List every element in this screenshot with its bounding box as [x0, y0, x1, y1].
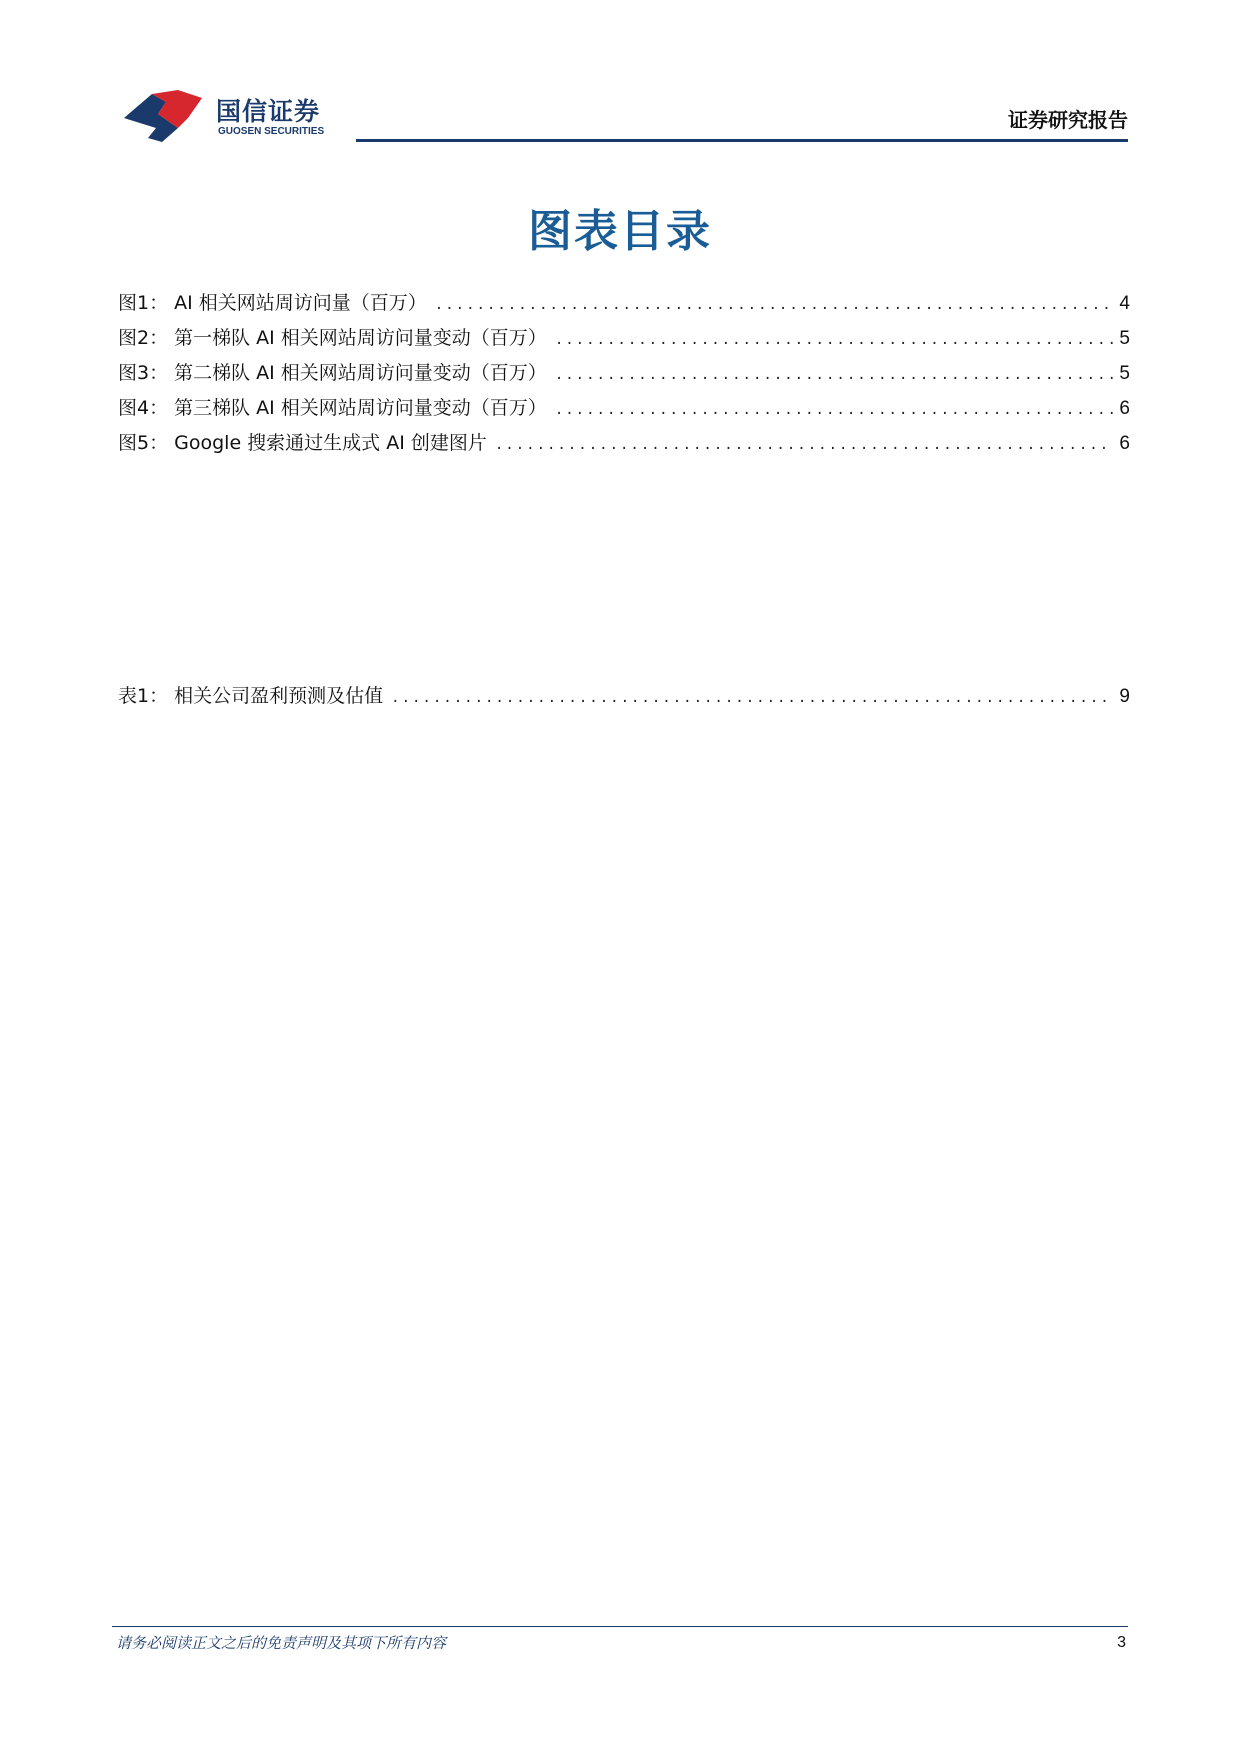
brand-name-cn: 国信证券 — [216, 97, 321, 126]
report-type-label: 证券研究报告 — [1008, 108, 1128, 132]
toc-title: 图表目录 — [528, 206, 712, 257]
toc-entry-figure-1[interactable] — [118, 288, 1130, 318]
toc-dot-leader — [555, 402, 1114, 418]
toc-entry-figure-3[interactable] — [118, 358, 1130, 388]
toc-dot-leader — [555, 367, 1114, 383]
toc-entry-table-1[interactable] — [118, 681, 1130, 711]
toc-entry-label: 图1： AI 相关网站周访问量（百万） — [118, 292, 427, 314]
footer-page-number: 3 — [1117, 1634, 1126, 1651]
toc-dot-leader — [391, 690, 1113, 706]
footer-disclaimer: 请务必阅读正文之后的免责声明及其项下所有内容 — [116, 1634, 447, 1652]
toc-entry-label: 图4： 第三梯队 AI 相关网站周访问量变动（百万） — [118, 397, 547, 419]
toc-entry-label: 表1： 相关公司盈利预测及估值 — [118, 685, 384, 707]
toc-page-number: 5 — [1119, 363, 1130, 384]
toc-entry-figure-2[interactable] — [118, 323, 1130, 353]
toc-entry-label: 图2： 第一梯队 AI 相关网站周访问量变动（百万） — [118, 327, 547, 349]
guosen-logo-icon — [122, 88, 206, 144]
toc-entry-label: 图3： 第二梯队 AI 相关网站周访问量变动（百万） — [118, 362, 547, 384]
toc-entry-label: 图5： Google 搜索通过生成式 AI 创建图片 — [118, 432, 487, 454]
toc-page-number: 6 — [1119, 398, 1130, 419]
toc-page-number: 5 — [1119, 328, 1130, 349]
company-logo — [122, 88, 325, 148]
toc-page-number: 6 — [1119, 433, 1130, 454]
toc-dot-leader — [495, 437, 1114, 453]
toc-page-number: 4 — [1119, 293, 1130, 314]
footer-divider — [112, 1626, 1128, 1627]
toc-entry-figure-5[interactable] — [118, 428, 1130, 458]
toc-dot-leader — [555, 332, 1114, 348]
brand-name-en: GUOSEN SECURITIES — [218, 126, 325, 137]
toc-page-number: 9 — [1119, 686, 1130, 707]
toc-dot-leader — [435, 297, 1114, 313]
header-divider — [356, 139, 1128, 142]
toc-entry-figure-4[interactable] — [118, 393, 1130, 423]
